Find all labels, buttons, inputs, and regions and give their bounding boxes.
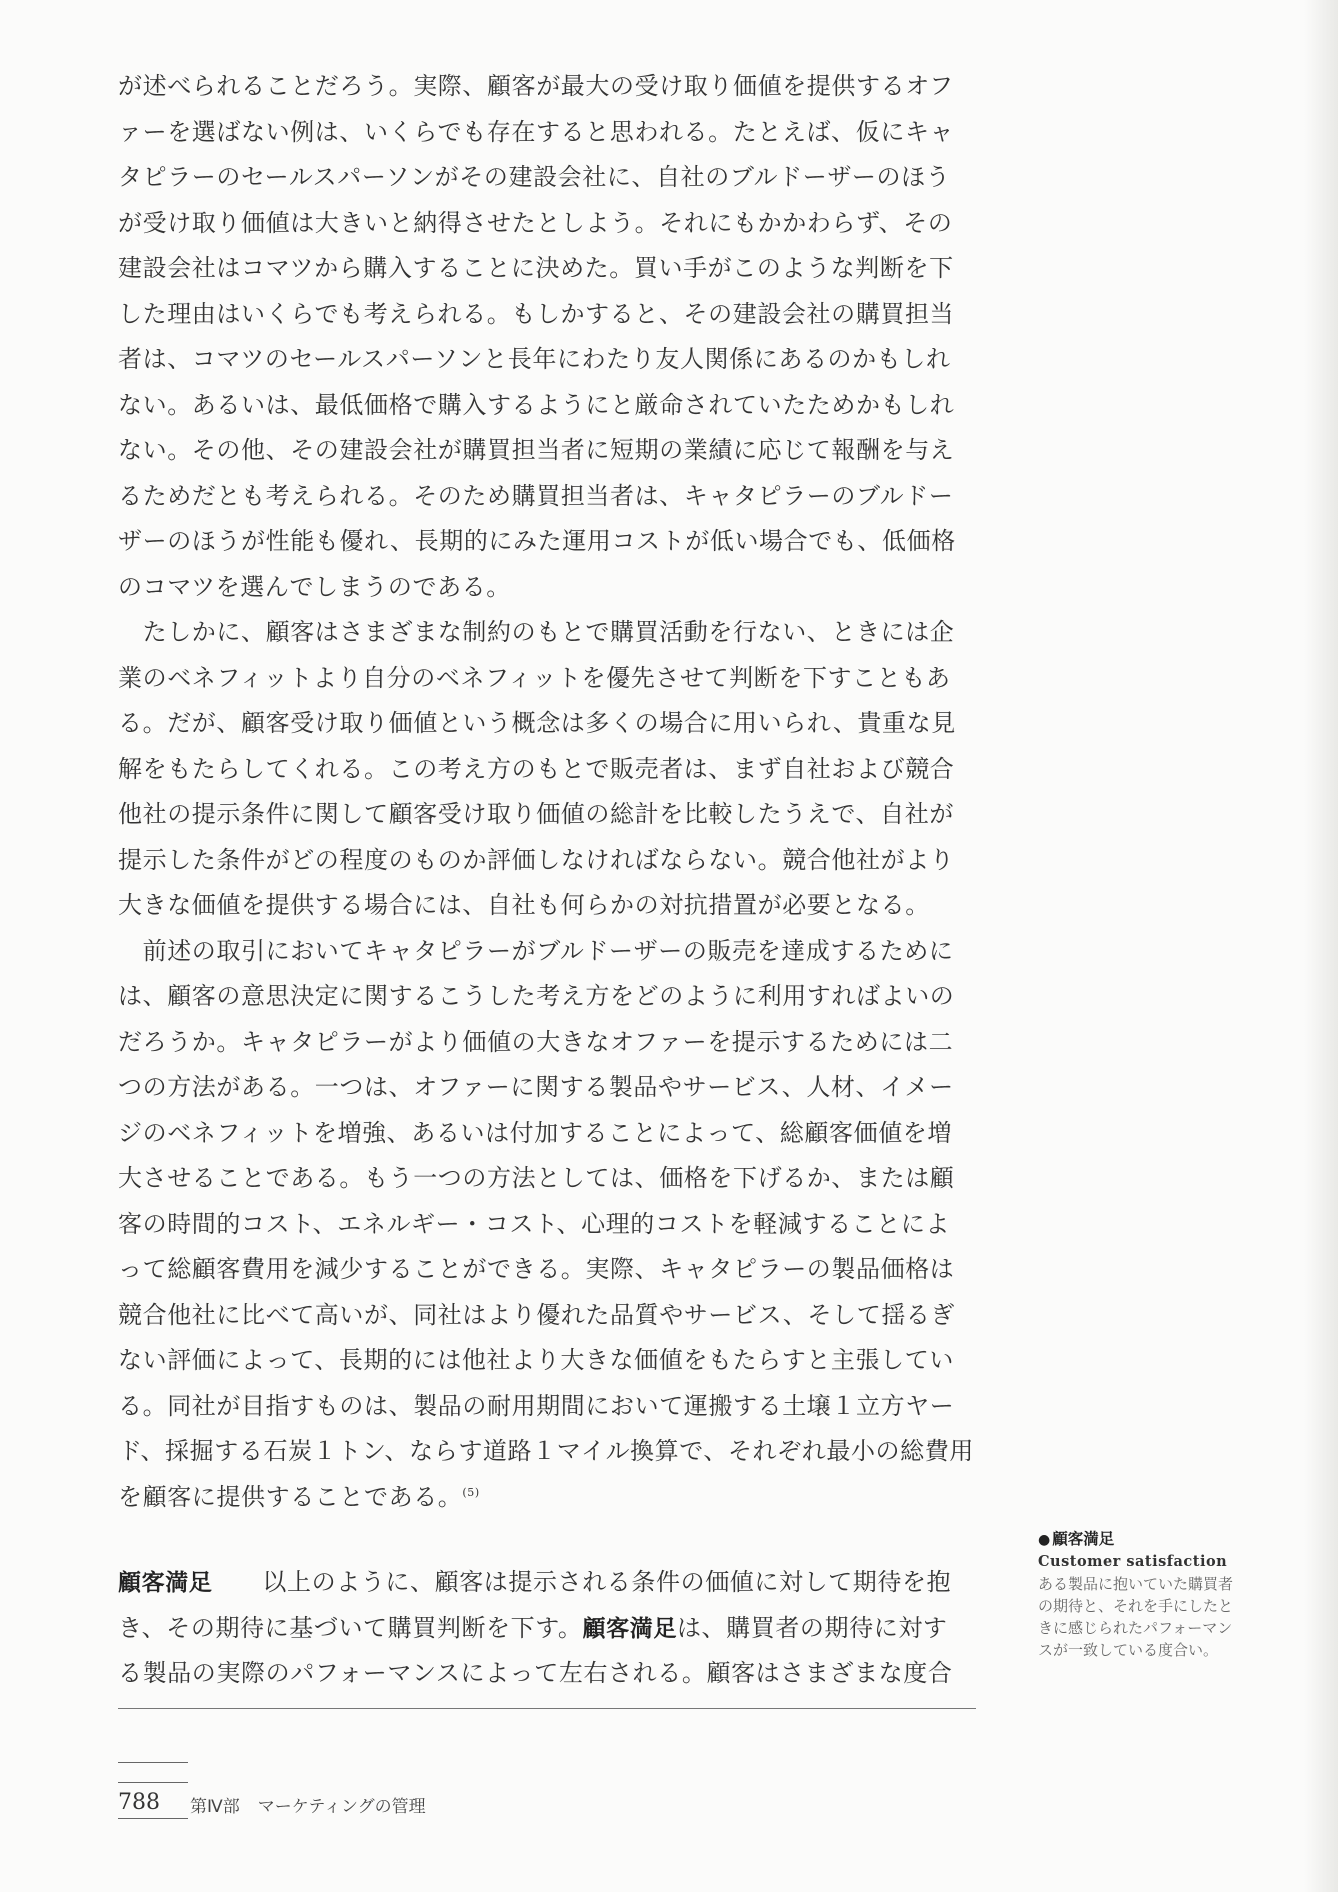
footnote-reference: (5) bbox=[462, 1485, 480, 1499]
text-segment: は、購買者の期待に対す bbox=[676, 1613, 948, 1642]
text-line: 建設会社はコマツから購入することに決めた。買い手がこのような判断を下 bbox=[118, 254, 954, 282]
bottom-rule bbox=[118, 1708, 976, 1709]
margin-glossary-note bbox=[1038, 1528, 1270, 1661]
text-line: 他社の提示条件に関して顧客受け取り価値の総計を比較したうえで、自社が bbox=[118, 800, 954, 828]
glossary-english-term: Customer satisfaction bbox=[1038, 1553, 1228, 1570]
text-line: だろうか。キャタピラーがより価値の大きなオファーを提示するためには二 bbox=[118, 1027, 954, 1056]
section-gap bbox=[118, 1520, 980, 1560]
text-line: 大きな価値を提供する場合には、自社も何らかの対抗措置が必要となる。 bbox=[118, 891, 930, 919]
text-line: は、顧客の意思決定に関するこうした考え方をどのように利用すればよいの bbox=[118, 982, 955, 1010]
text-line: 前述の取引においてキャタピラーがブルドーザーの販売を達成するために bbox=[118, 936, 954, 965]
text-line: 業のベネフィットより自分のベネフィットを優先させて判断を下すこともあ bbox=[118, 663, 951, 692]
text-segment: を顧客に提供することである。 bbox=[118, 1482, 463, 1511]
section-heading: 顧客満足 bbox=[118, 1570, 213, 1596]
glossary-line: ある製品に抱いていた購買者 bbox=[1038, 1575, 1234, 1593]
text-line: のコマツを選んでしまうのである。 bbox=[118, 572, 511, 601]
text-line: る。同社が目指すものは、製品の耐用期間において運搬する土壌１立方ヤー bbox=[118, 1391, 955, 1420]
footer-rule bbox=[118, 1762, 188, 1763]
text-line: タピラーのセールスパーソンがその建設会社に、自社のブルドーザーのほう bbox=[118, 163, 951, 191]
footer-rule bbox=[118, 1818, 188, 1819]
text-line: ない。あるいは、最低価格で購入するようにと厳命されていたためかもしれ bbox=[118, 390, 955, 419]
page-footer bbox=[118, 1762, 598, 1832]
glossary-term: 顧客満足 bbox=[1052, 1530, 1115, 1548]
text-segment: き、その期待に基づいて購買判断を下す。 bbox=[118, 1613, 583, 1642]
text-line: ザーのほうが性能も優れ、長期的にみた運用コストが低い場合でも、低価格 bbox=[118, 527, 956, 555]
text-line: る製品の実際のパフォーマンスによって左右される。顧客はさまざまな度合 bbox=[118, 1659, 953, 1687]
text-line: つの方法がある。一つは、オファーに関する製品やサービス、人材、イメー bbox=[118, 1073, 954, 1101]
text-segment: 以上のように、顧客は提示される条件の価値に対して期待を抱 bbox=[262, 1568, 952, 1596]
text-line: 解をもたらしてくれる。この考え方のもとで販売者は、まず自社および競合 bbox=[118, 754, 955, 783]
paragraph-1 bbox=[118, 64, 980, 610]
page-number: 788 bbox=[118, 1790, 160, 1815]
glossary-title bbox=[1038, 1528, 1270, 1551]
text-line: 提示した条件がどの程度のものか評価しなければならない。競合他社がより bbox=[118, 845, 955, 874]
text-line: ァーを選ばない例は、いくらでも存在すると思われる。たとえば、仮にキャ bbox=[118, 117, 955, 146]
text-line: たしかに、顧客はさまざまな制約のもとで購買活動を行ない、ときには企 bbox=[118, 618, 955, 646]
text-line bbox=[118, 1475, 980, 1521]
text-line: 者は、コマツのセールスパーソンと長年にわたり友人関係にあるのかもしれ bbox=[118, 345, 951, 373]
text-line: ジのベネフィットを増強、あるいは付加することによって、総顧客価値を増 bbox=[118, 1118, 952, 1147]
part-label: 第Ⅳ部 bbox=[190, 1797, 240, 1817]
paragraph-3 bbox=[118, 929, 980, 1521]
text-line: ド、採掘する石炭１トン、ならす道路１マイル換算で、それぞれ最小の総費用 bbox=[118, 1437, 974, 1465]
running-footer bbox=[190, 1792, 444, 1817]
text-line: ない評価によって、長期的には他社より大きな価値をもたらすと主張してい bbox=[118, 1346, 954, 1374]
main-text bbox=[118, 64, 980, 1697]
glossary-line: きに感じられたパフォーマン bbox=[1038, 1619, 1233, 1637]
text-line: 大させることである。もう一つの方法としては、価格を下げるか、または顧 bbox=[118, 1164, 955, 1192]
text-line bbox=[118, 1606, 980, 1652]
paragraph-2 bbox=[118, 610, 980, 929]
page-edge-shadow bbox=[1304, 0, 1338, 1892]
text-line: ない。その他、その建設会社が購買担当者に短期の業績に応じて報酬を与え bbox=[118, 436, 955, 464]
text-line: が述べられることだろう。実際、顧客が最大の受け取り価値を提供するオフ bbox=[118, 72, 954, 100]
text-line: って総顧客費用を減少することができる。実際、キャタピラーの製品価格は bbox=[118, 1255, 955, 1283]
text-line bbox=[118, 1560, 980, 1606]
text-line: 客の時間的コスト、エネルギー・コスト、心理的コストを軽減することによ bbox=[118, 1209, 951, 1238]
text-line: る。だが、顧客受け取り価値という概念は多くの場合に用いられ、貴重な見 bbox=[118, 709, 956, 737]
glossary-line: の期待と、それを手にしたと bbox=[1038, 1597, 1234, 1615]
text-line: るためだとも考えられる。そのため購買担当者は、キャタピラーのブルドー bbox=[118, 481, 954, 510]
text-line: が受け取り価値は大きいと納得させたとしよう。それにもかかわらず、その bbox=[118, 208, 953, 237]
bullet-icon: ● bbox=[1038, 1532, 1051, 1548]
text-line: した理由はいくらでも考えられる。もしかすると、その建設会社の購買担当 bbox=[118, 299, 955, 328]
text-line: 競合他社に比べて高いが、同社はより優れた品質やサービス、そして揺るぎ bbox=[118, 1300, 956, 1329]
section-customer-satisfaction bbox=[118, 1560, 980, 1697]
part-title: マーケティングの管理 bbox=[257, 1797, 426, 1817]
key-term: 顧客満足 bbox=[582, 1615, 677, 1642]
footer-rule bbox=[118, 1782, 188, 1783]
glossary-line: スが一致している度合い。 bbox=[1038, 1641, 1219, 1659]
